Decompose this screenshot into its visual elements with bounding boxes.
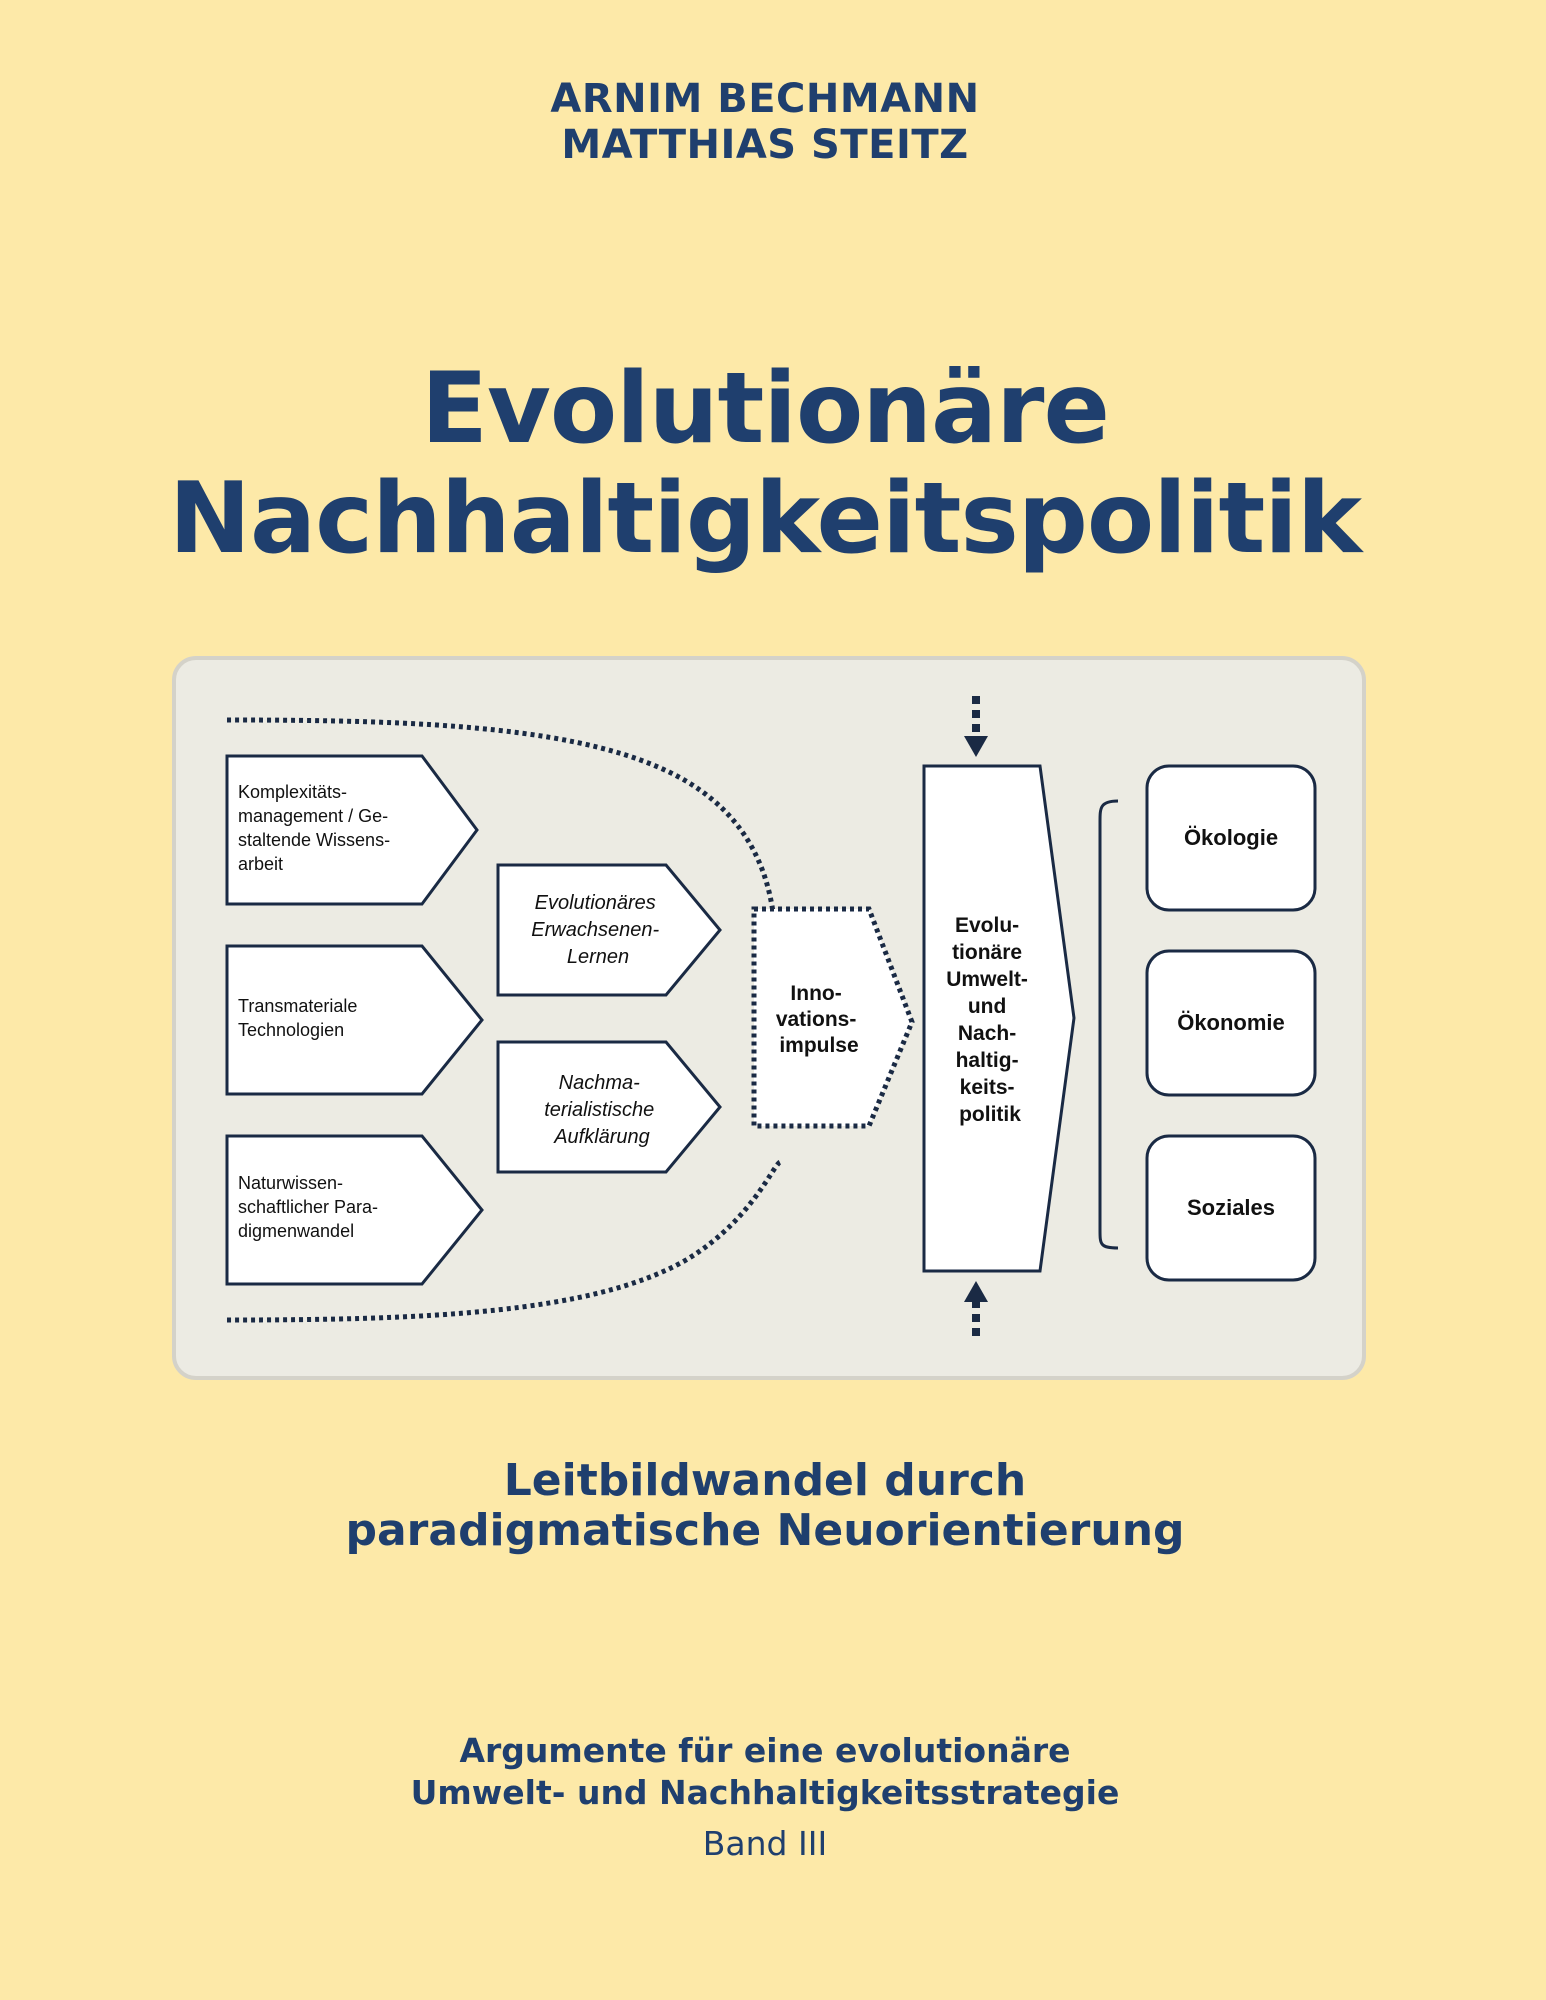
left-arrow-1 bbox=[227, 756, 477, 904]
book-title bbox=[0, 354, 1530, 574]
arrow-line: Transmateriale bbox=[238, 996, 358, 1016]
arrow-line: Erwachsenen- bbox=[531, 919, 660, 941]
arrow-line: digmenwandel bbox=[238, 1221, 355, 1241]
arrow-line: Evolutionäres bbox=[534, 892, 656, 914]
author-name: ARNIM BECHMANN bbox=[550, 76, 980, 122]
innovation-line: Inno- bbox=[790, 982, 842, 1005]
arrow-line: Komplexitäts- bbox=[238, 782, 348, 802]
pillar-soziales bbox=[1147, 1136, 1315, 1280]
policy-line: politik bbox=[959, 1103, 1021, 1126]
arrow-line: management / Ge- bbox=[238, 806, 389, 826]
policy-line: Evolu- bbox=[954, 914, 1020, 937]
arrow-line: terialistische bbox=[544, 1099, 655, 1121]
pillar-label: Ökonomie bbox=[1177, 1010, 1285, 1035]
title-line: Nachhaltigkeitspolitik bbox=[168, 462, 1362, 576]
innovation-line: impulse bbox=[779, 1034, 859, 1057]
author-name: MATTHIAS STEITZ bbox=[561, 122, 969, 168]
arrow-line: Nachma- bbox=[558, 1072, 640, 1094]
left-arrow-3 bbox=[227, 1136, 482, 1284]
innovation-line: vations- bbox=[775, 1008, 857, 1031]
arrow-line: arbeit bbox=[238, 854, 284, 874]
volume-label: Band III bbox=[702, 1824, 828, 1863]
middle-arrow-2 bbox=[498, 1042, 720, 1172]
arrow-line: schaftlicher Para- bbox=[238, 1197, 379, 1217]
bottom-arrowhead bbox=[964, 1281, 988, 1302]
cover-diagram bbox=[172, 656, 1366, 1380]
authors bbox=[0, 76, 1530, 168]
title-line: Evolutionäre bbox=[421, 352, 1109, 466]
policy-line: Umwelt- bbox=[946, 968, 1028, 991]
policy-line: Nach- bbox=[957, 1022, 1017, 1045]
policy-line: haltig- bbox=[955, 1049, 1019, 1072]
series-line: Argumente für eine evolutionäre bbox=[459, 1731, 1071, 1770]
innovation-box bbox=[754, 909, 912, 1126]
policy-line: und bbox=[967, 995, 1007, 1018]
arrow-line: Aufklärung bbox=[554, 1126, 650, 1148]
bracket bbox=[1100, 801, 1118, 1248]
series-line: Umwelt- und Nachhaltigkeitsstrategie bbox=[410, 1773, 1120, 1812]
pillar-label: Ökologie bbox=[1183, 825, 1279, 850]
middle-arrow-1 bbox=[498, 865, 720, 995]
arrow-line: Naturwissen- bbox=[238, 1173, 344, 1193]
middle-arrow-2-text bbox=[544, 1072, 660, 1148]
arrow-line: Lernen bbox=[566, 946, 630, 968]
top-arrowhead bbox=[964, 736, 988, 757]
book-subtitle bbox=[0, 1456, 1530, 1556]
subtitle-line: paradigmatische Neuorientierung bbox=[345, 1505, 1185, 1556]
pillar-label: Soziales bbox=[1186, 1195, 1276, 1220]
arrow-line: Technologien bbox=[238, 1020, 345, 1040]
arrow-line: staltende Wissens- bbox=[238, 830, 391, 850]
pillar-oekologie bbox=[1147, 766, 1315, 910]
policy-line: keits- bbox=[959, 1076, 1015, 1099]
policy-line: tionäre bbox=[952, 941, 1023, 964]
pillar-oekonomie bbox=[1147, 951, 1315, 1095]
left-arrow-2 bbox=[227, 946, 482, 1094]
policy-arrow bbox=[924, 766, 1074, 1271]
series-title bbox=[0, 1730, 1530, 1814]
subtitle-line: Leitbildwandel durch bbox=[503, 1455, 1027, 1506]
